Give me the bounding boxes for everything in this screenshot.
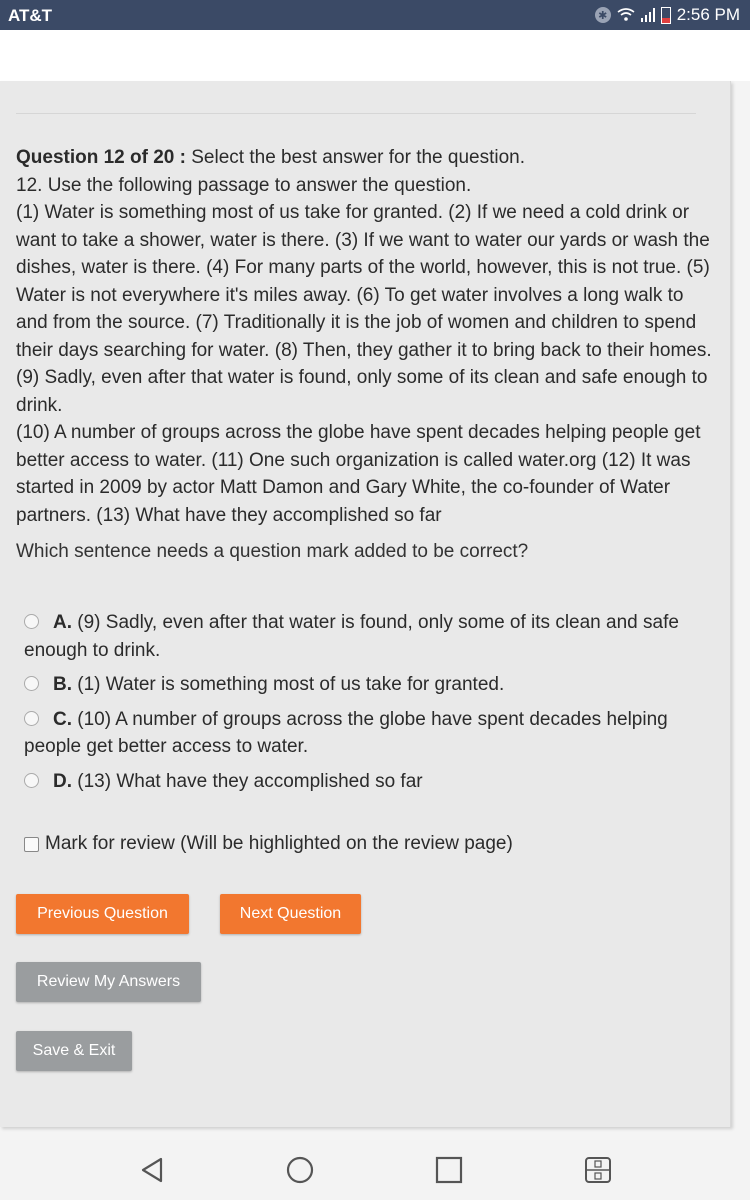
carrier-name: AT&T xyxy=(8,6,53,25)
option-text: (13) What have they accomplished so far xyxy=(72,770,423,792)
option-text: (10) A number of groups across the globe have spent decades helping people get better access to water. xyxy=(24,708,668,757)
wifi-icon xyxy=(617,8,635,22)
navigation-bar xyxy=(0,1140,750,1200)
question-instruction: Select the best answer for the question. xyxy=(185,147,526,168)
option-text: (9) Sadly, even after that water is found, only some of its clean and safe enough to drink. xyxy=(24,612,679,661)
option-text: (1) Water is something most of us take for granted. xyxy=(72,674,505,695)
question-card xyxy=(0,81,731,1127)
review-answers-button[interactable]: Review My Answers xyxy=(16,962,201,1002)
divider xyxy=(16,113,696,114)
radio-button[interactable] xyxy=(24,711,39,726)
recents-icon[interactable] xyxy=(434,1155,464,1185)
review-label: Mark for review (Will be highlighted on the review page) xyxy=(45,833,513,854)
option-letter: C. xyxy=(53,708,72,730)
dual-window-icon[interactable] xyxy=(583,1155,613,1185)
back-icon[interactable] xyxy=(137,1155,167,1185)
status-bar xyxy=(0,0,750,30)
save-exit-button[interactable]: Save & Exit xyxy=(16,1031,132,1071)
option-c[interactable] xyxy=(24,706,704,761)
option-letter: A. xyxy=(53,612,72,633)
question-body xyxy=(16,144,716,529)
question-header xyxy=(16,144,716,172)
signal-icon xyxy=(641,8,655,22)
option-b[interactable] xyxy=(24,671,704,699)
radio-button[interactable] xyxy=(24,614,39,629)
next-question-button[interactable]: Next Question xyxy=(220,894,361,934)
option-a[interactable] xyxy=(24,609,704,664)
status-icons xyxy=(595,5,740,25)
radio-button[interactable] xyxy=(24,676,39,691)
question-prompt: Which sentence needs a question mark added to be correct? xyxy=(16,541,529,562)
passage-paragraph-2: (10) A number of groups across the globe have spent decades helping people get better access to water. (11) One such organization is called water.org (12) It was started in 2009 by actor Matt Damon and Gary White, the co-founder of Water partners. (13) What have they accomplished so far xyxy=(16,422,701,526)
option-letter: B. xyxy=(53,674,72,695)
header-strip xyxy=(0,30,750,81)
battery-icon xyxy=(661,7,671,24)
passage-paragraph-1: (1) Water is something most of us take for granted. (2) If we need a cold drink or want to take a shower, water is there. (3) If we want to water our yards or wash the dishes, water is there. (4) For many parts of the world, however, this is not true. (5) Water is not everywhere it's miles away. (6) To get water involves a long walk to and from the source. (7) Traditionally it is the job of women and children to spend their days searching for water. (8) Then, they gather it to bring back to their homes. (9) Sadly, even after that water is found, only some of its clean and safe enough to drink. xyxy=(16,202,712,416)
question-intro: 12. Use the following passage to answer the question. xyxy=(16,174,472,196)
previous-question-button[interactable]: Previous Question xyxy=(16,894,189,934)
home-icon[interactable] xyxy=(285,1155,315,1185)
review-checkbox[interactable] xyxy=(24,837,39,852)
mark-for-review[interactable] xyxy=(24,833,513,855)
radio-button[interactable] xyxy=(24,773,39,788)
answer-options xyxy=(24,609,704,802)
bluetooth-icon: ✱ xyxy=(595,7,611,23)
option-d[interactable] xyxy=(24,768,704,796)
option-letter: D. xyxy=(53,770,72,792)
clock: 2:56 PM xyxy=(676,5,740,24)
question-number: Question 12 of 20 : xyxy=(16,147,186,168)
